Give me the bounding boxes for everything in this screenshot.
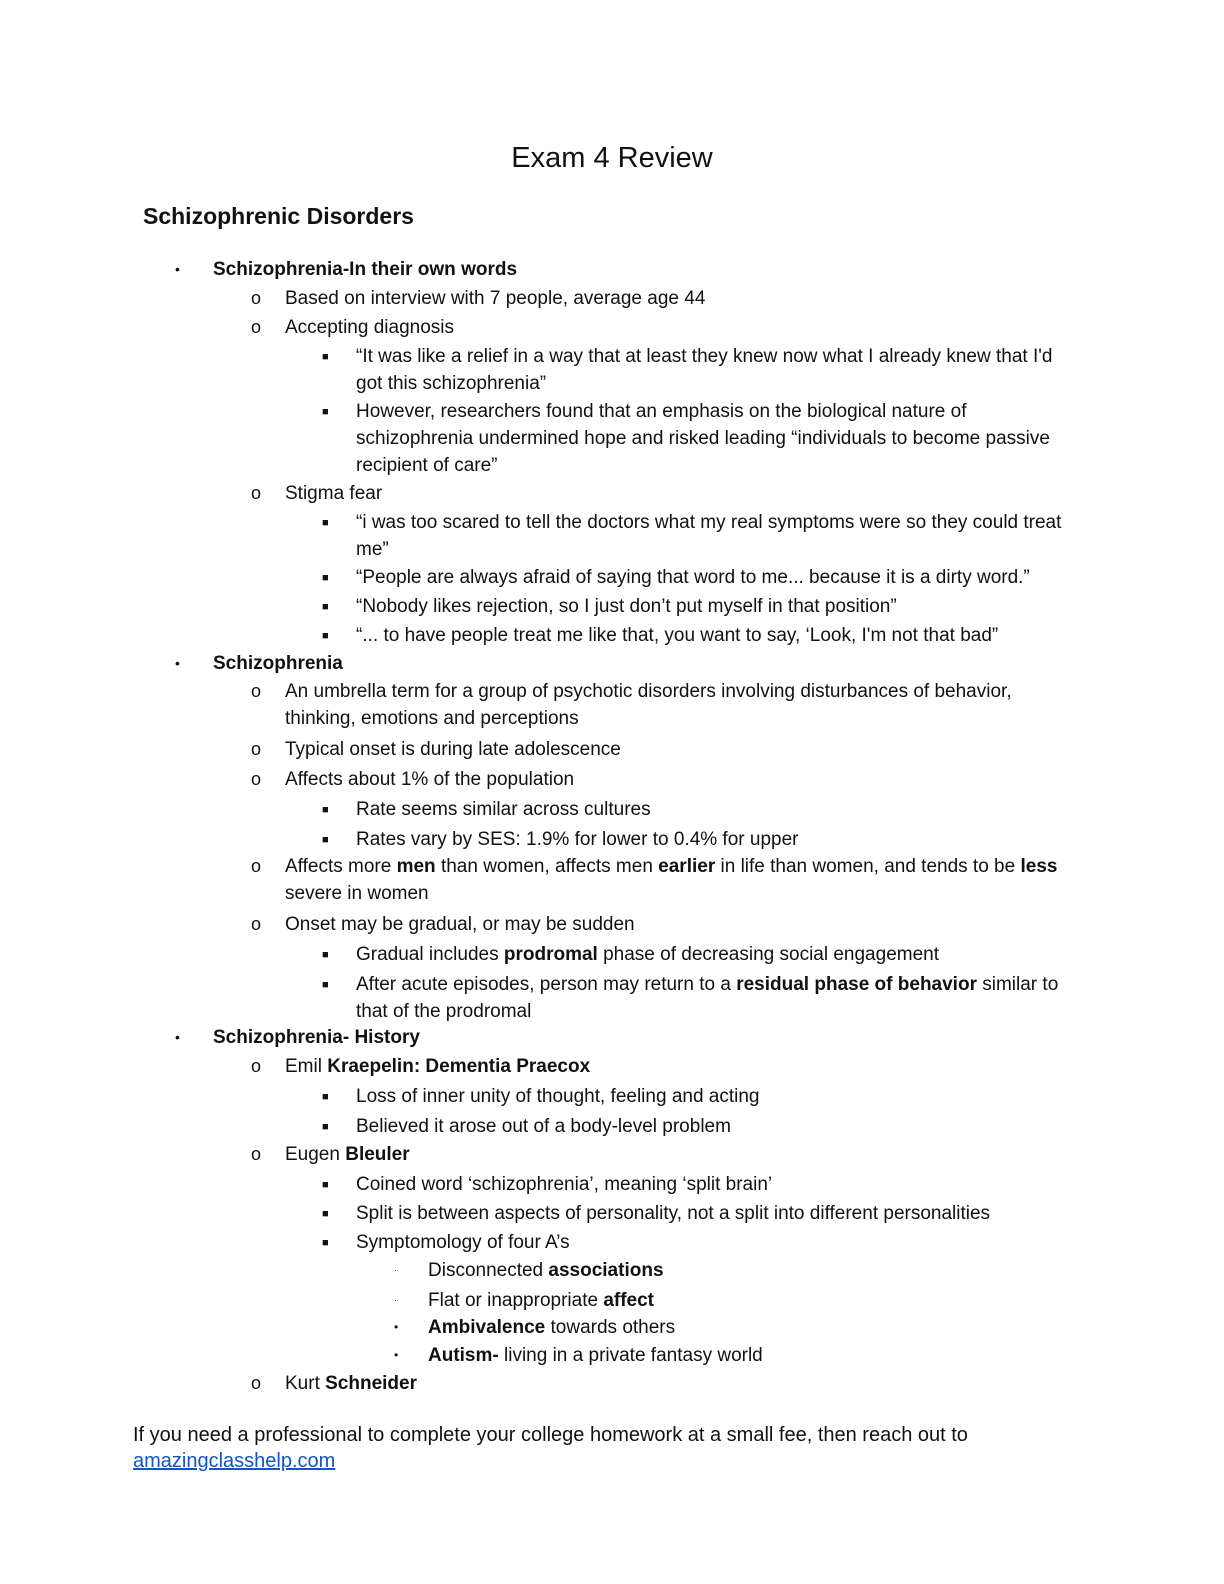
text-run: than women, affects men [435, 856, 659, 877]
outline-item-text [356, 1200, 1066, 1227]
text-run: Typical onset is during late adolescence [285, 739, 621, 760]
bullet-marker: ■ [322, 572, 329, 584]
text-run: Coined word ‘schizophrenia’, meaning ‘split brain’ [356, 1174, 773, 1195]
bullet-marker: o [251, 739, 262, 759]
outline-item-text [356, 1113, 1066, 1140]
outline-item-level-2 [251, 285, 1075, 312]
outline-item-text [285, 285, 1075, 312]
text-run: towards others [545, 1317, 676, 1338]
text-run: Kurt [285, 1373, 326, 1394]
outline-item-text [428, 1287, 1068, 1314]
text-run: Believed it arose out of a body-level problem [356, 1116, 731, 1137]
outline-item-level-2 [251, 1370, 1075, 1397]
text-run: Disconnected [428, 1260, 549, 1281]
outline-item-level-3 [322, 941, 1066, 968]
bold-text: Schneider [325, 1373, 417, 1394]
text-run: Eugen [285, 1144, 346, 1165]
outline-item-level-1 [175, 1024, 1093, 1051]
bullet-marker: o [251, 914, 262, 934]
bullet-marker: • [175, 261, 180, 277]
bullet-marker: ■ [322, 406, 329, 418]
outline-item-text [213, 650, 1093, 677]
text-run: Symptomology of four A’s [356, 1232, 570, 1253]
outline-item-level-4 [394, 1257, 1068, 1284]
bold-text: earlier [658, 856, 716, 877]
bullet-marker: ■ [322, 517, 329, 529]
text-run: An umbrella term for a group of psychotic disorders involving disturbances of behavior, thinking, emotions and perceptions [285, 681, 1012, 729]
bold-text: prodromal [503, 944, 598, 965]
bullet-marker: ■ [322, 1121, 329, 1133]
footer-link[interactable]: amazingclasshelp.com [133, 1450, 336, 1472]
text-run: “i was too scared to tell the doctors what my real symptoms were so they could treat me” [356, 512, 1062, 560]
bold-text: Autism- [428, 1345, 499, 1366]
text-run: Accepting diagnosis [285, 317, 454, 338]
bullet-marker: ■ [322, 1091, 329, 1103]
bullet-marker: o [251, 483, 262, 503]
outline-item-text [285, 911, 1075, 938]
outline-item-level-3 [322, 826, 1066, 853]
footer-text: If you need a professional to complete your college homework at a small fee, then reach out to [133, 1424, 968, 1446]
bullet-marker: ■ [322, 601, 329, 613]
bullet-marker: ■ [322, 1237, 329, 1249]
outline-item-level-4 [394, 1287, 1068, 1314]
text-run: Rates vary by SES: 1.9% for lower to 0.4% for upper [356, 829, 799, 850]
bullet-marker: o [251, 1144, 262, 1164]
outline-item-text [356, 1171, 1066, 1198]
bullet-marker: ■ [322, 834, 329, 846]
outline-item-text [356, 941, 1066, 968]
outline-item-level-2 [251, 314, 1075, 341]
outline-item-level-1 [175, 650, 1093, 677]
outline-item-level-2 [251, 766, 1075, 793]
outline-item-text [285, 736, 1075, 763]
outline-item-text [213, 1024, 1093, 1051]
bullet-marker: ■ [322, 630, 329, 642]
bullet-marker: o [251, 681, 262, 701]
outline-item-level-3 [322, 343, 1066, 397]
text-run: “It was like a relief in a way that at least they knew now what I already knew that I'd got this schizophrenia” [356, 346, 1053, 394]
outline-item-text [356, 796, 1066, 823]
outline-item-level-2 [251, 1053, 1075, 1080]
outline-item-text [356, 971, 1066, 1025]
bullet-marker: ■ [322, 979, 329, 991]
text-run: severe in women [285, 883, 429, 904]
text-run: After acute episodes, person may return to a [356, 974, 737, 995]
outline-item-text [285, 314, 1075, 341]
text-run: similar to that of the prodromal [356, 974, 1059, 1022]
bullet-marker: o [251, 769, 262, 789]
outline-item-text [285, 1053, 1075, 1080]
bullet-marker: o [251, 856, 262, 876]
outline-item-level-3 [322, 398, 1066, 479]
outline-item-text [428, 1342, 1068, 1369]
bold-text: Kraepelin: Dementia Praecox [327, 1056, 591, 1077]
bullet-marker: • [175, 1029, 180, 1045]
outline-item-level-3 [322, 1229, 1066, 1256]
text-run: “People are always afraid of saying that word to me... because it is a dirty word.” [356, 567, 1030, 588]
bullet-marker: ■ [322, 1179, 329, 1191]
outline-item-text [356, 1083, 1066, 1110]
bullet-marker: ■ [322, 351, 329, 363]
outline-item-level-3 [322, 1083, 1066, 1110]
outline-item-text [356, 593, 1066, 620]
outline-item-text [356, 343, 1066, 397]
bold-text: residual phase of behavior [736, 974, 977, 995]
outline-item-level-3 [322, 971, 1066, 1025]
outline-item-level-3 [322, 1200, 1066, 1227]
bold-text: men [396, 856, 436, 877]
outline-item-level-2 [251, 736, 1075, 763]
footer-note [133, 1422, 1093, 1474]
outline-item-level-3 [322, 1113, 1066, 1140]
bold-text: Schizophrenia- History [213, 1027, 420, 1048]
text-run: in life than women, and tends to be [715, 856, 1021, 877]
text-run: living in a private fantasy world [498, 1345, 763, 1366]
outline-item-text [356, 1229, 1066, 1256]
text-run: Affects more [285, 856, 397, 877]
text-run: However, researchers found that an emphasis on the biological nature of schizophrenia undermined hope and risked leading “individuals to become passive recipient of care” [356, 401, 1050, 476]
text-run: Stigma fear [285, 483, 383, 504]
outline-item-level-3 [322, 622, 1066, 649]
outline-item-text [356, 398, 1066, 479]
outline-item-text [356, 826, 1066, 853]
bullet-marker: • [394, 1348, 399, 1362]
bullet-marker: ■ [322, 804, 329, 816]
outline-item-level-3 [322, 509, 1066, 563]
bullet-marker: ■ [322, 1208, 329, 1220]
outline-item-level-2 [251, 1141, 1075, 1168]
text-run: Onset may be gradual, or may be sudden [285, 914, 635, 935]
outline-item-text [356, 509, 1066, 563]
bold-text: Ambivalence [428, 1317, 546, 1338]
outline-item-level-2 [251, 853, 1075, 907]
outline-item-text [285, 853, 1075, 907]
bold-text: Bleuler [345, 1144, 410, 1165]
bold-text: Schizophrenia-In their own words [213, 259, 518, 280]
outline-item-text [285, 480, 1075, 507]
outline-item-text [356, 564, 1066, 591]
bullet-marker: • [175, 655, 180, 671]
outline-item-level-3 [322, 796, 1066, 823]
bold-text: affect [603, 1290, 655, 1311]
outline-item-text [285, 766, 1075, 793]
outline-item-text [428, 1257, 1068, 1284]
outline-item-text [213, 256, 1093, 283]
text-run: “... to have people treat me like that, you want to say, ‘Look, I'm not that bad” [356, 625, 999, 646]
outline-item-text [356, 622, 1066, 649]
text-run: Based on interview with 7 people, average age 44 [285, 288, 706, 309]
outline-item-level-3 [322, 593, 1066, 620]
outline-item-level-2 [251, 911, 1075, 938]
text-run: Affects about 1% of the population [285, 769, 575, 790]
bullet-marker: · [394, 1295, 397, 1305]
outline-item-text [285, 1141, 1075, 1168]
outline-item-level-2 [251, 678, 1075, 732]
text-run: “Nobody likes rejection, so I just don’t put myself in that position” [356, 596, 897, 617]
bullet-marker: o [251, 1056, 262, 1076]
outline-item-level-1 [175, 256, 1093, 283]
text-run: Split is between aspects of personality, not a split into different personalities [356, 1203, 991, 1224]
page-title: Exam 4 Review [511, 142, 713, 174]
outline-item-level-3 [322, 564, 1066, 591]
outline-item-text [428, 1314, 1068, 1341]
section-heading: Schizophrenic Disorders [143, 203, 414, 229]
bullet-marker: ■ [322, 949, 329, 961]
outline-item-level-4 [394, 1342, 1068, 1369]
bullet-marker: o [251, 317, 262, 337]
outline-item-text [285, 1370, 1075, 1397]
text-run: Rate seems similar across cultures [356, 799, 651, 820]
bullet-marker: o [251, 1373, 262, 1393]
text-run: Emil [285, 1056, 328, 1077]
text-run: phase of decreasing social engagement [597, 944, 940, 965]
text-run: Loss of inner unity of thought, feeling and acting [356, 1086, 760, 1107]
bold-text: Schizophrenia [213, 653, 343, 674]
outline-item-level-3 [322, 1171, 1066, 1198]
outline-item-text [285, 678, 1075, 732]
bullet-marker: • [394, 1320, 399, 1334]
outline-item-level-4 [394, 1314, 1068, 1341]
bold-text: associations [548, 1260, 664, 1281]
text-run: Gradual includes [356, 944, 504, 965]
bullet-marker: · [394, 1265, 397, 1275]
outline-item-level-2 [251, 480, 1075, 507]
bold-text: less [1020, 856, 1058, 877]
text-run: Flat or inappropriate [428, 1290, 604, 1311]
bullet-marker: o [251, 288, 262, 308]
